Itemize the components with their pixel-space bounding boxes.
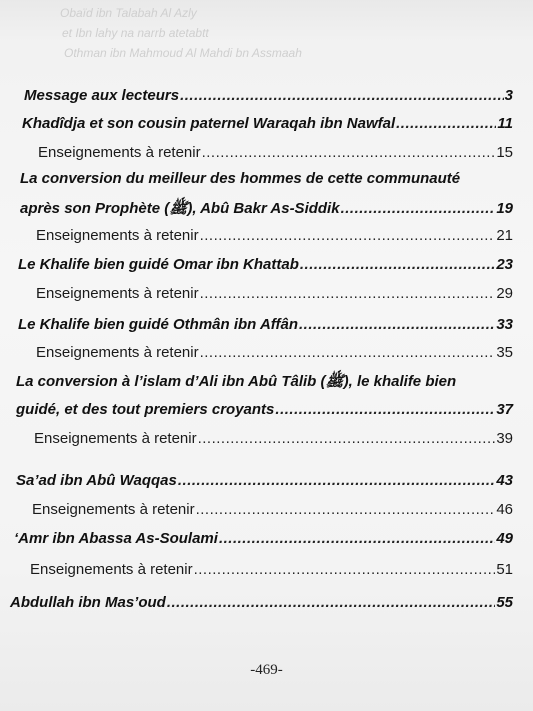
dot-leader: [219, 530, 495, 547]
entry-title: Sa’ad ibn Abû Waqqas: [16, 472, 177, 489]
entry-page: 39: [496, 430, 513, 447]
toc-entry: [30, 561, 513, 578]
entry-page: 37: [496, 401, 513, 418]
entry-title: Enseignements à retenir: [36, 344, 199, 361]
ghost-line: Obaïd ibn Talabah Al Azly: [60, 6, 197, 20]
dot-leader: [200, 285, 496, 302]
dot-leader: [202, 144, 496, 161]
entry-title: Abdullah ibn Mas’oud: [10, 594, 166, 611]
toc-entry: [36, 285, 513, 302]
toc-entry: [20, 199, 513, 221]
entry-title: Le Khalife bien guidé Othmân ibn Affân: [18, 316, 299, 333]
entry-title: Enseignements à retenir: [36, 227, 199, 244]
dot-leader: [178, 472, 495, 489]
toc-entry: [16, 472, 513, 489]
dot-leader: [180, 87, 504, 104]
entry-title: Enseignements à retenir: [34, 430, 197, 447]
entry-title: après son Prophète (ﷺ), Abû Bakr As-Siddik: [20, 200, 340, 217]
toc-entry: [36, 227, 513, 244]
entry-page: 11: [497, 115, 513, 132]
dot-leader: [194, 561, 496, 578]
ghost-line: et Ibn lahy na narrb atetabtt: [62, 26, 209, 40]
entry-page: 33: [496, 316, 513, 333]
dot-leader: [341, 200, 496, 217]
entry-page: 21: [496, 227, 513, 244]
toc-entry: [38, 144, 513, 161]
dot-leader: [198, 430, 496, 447]
entry-title-line: La conversion du meilleur des hommes de cette communauté: [20, 170, 461, 187]
toc-entry: [18, 256, 513, 273]
entry-page: 46: [496, 501, 513, 518]
entry-title: guidé, et des tout premiers croyants: [16, 401, 275, 418]
ghost-line: Othman ibn Mahmoud Al Mahdi bn Assmaah: [64, 46, 302, 60]
toc-entry: [34, 430, 513, 447]
entry-title: Enseignements à retenir: [32, 501, 195, 518]
entry-page: 15: [496, 144, 513, 161]
toc-entry: [14, 530, 513, 547]
dot-leader: [196, 501, 496, 518]
entry-page: 51: [496, 561, 513, 578]
dot-leader: [275, 401, 495, 418]
entry-title: Le Khalife bien guidé Omar ibn Khattab: [18, 256, 299, 273]
entry-page: 49: [496, 530, 513, 547]
entry-title: Enseignements à retenir: [30, 561, 193, 578]
dot-leader: [200, 344, 496, 361]
entry-title: Enseignements à retenir: [38, 144, 201, 161]
entry-page: 29: [496, 285, 513, 302]
dot-leader: [396, 115, 496, 132]
entry-page: 43: [496, 472, 513, 489]
entry-title: Khadîdja et son cousin paternel Waraqah ibn Nawfal: [22, 115, 396, 132]
toc-entry: [18, 316, 513, 333]
entry-title: ‘Amr ibn Abassa As-Soulami: [14, 530, 218, 547]
entry-title-line: La conversion à l’islam d’Ali ibn Abû Tâlib (ﷺ), le khalife bien: [16, 373, 457, 390]
entry-page: 3: [504, 87, 513, 104]
toc-entry: [36, 344, 513, 361]
dot-leader: [299, 316, 495, 333]
entry-page: 19: [496, 200, 513, 217]
dot-leader: [200, 227, 496, 244]
entry-page: 23: [496, 256, 513, 273]
entry-title: Enseignements à retenir: [36, 285, 199, 302]
entry-page: 35: [496, 344, 513, 361]
toc-entry: [10, 594, 513, 611]
entry-page: 55: [496, 594, 513, 611]
toc-entry: [32, 501, 513, 518]
dot-leader: [167, 594, 495, 611]
toc-entry: [24, 87, 513, 104]
entry-title: Message aux lecteurs: [24, 87, 180, 104]
toc-entry: [16, 401, 513, 418]
dot-leader: [300, 256, 495, 273]
toc-entry: [22, 115, 513, 132]
page-number: -469-: [250, 662, 283, 678]
